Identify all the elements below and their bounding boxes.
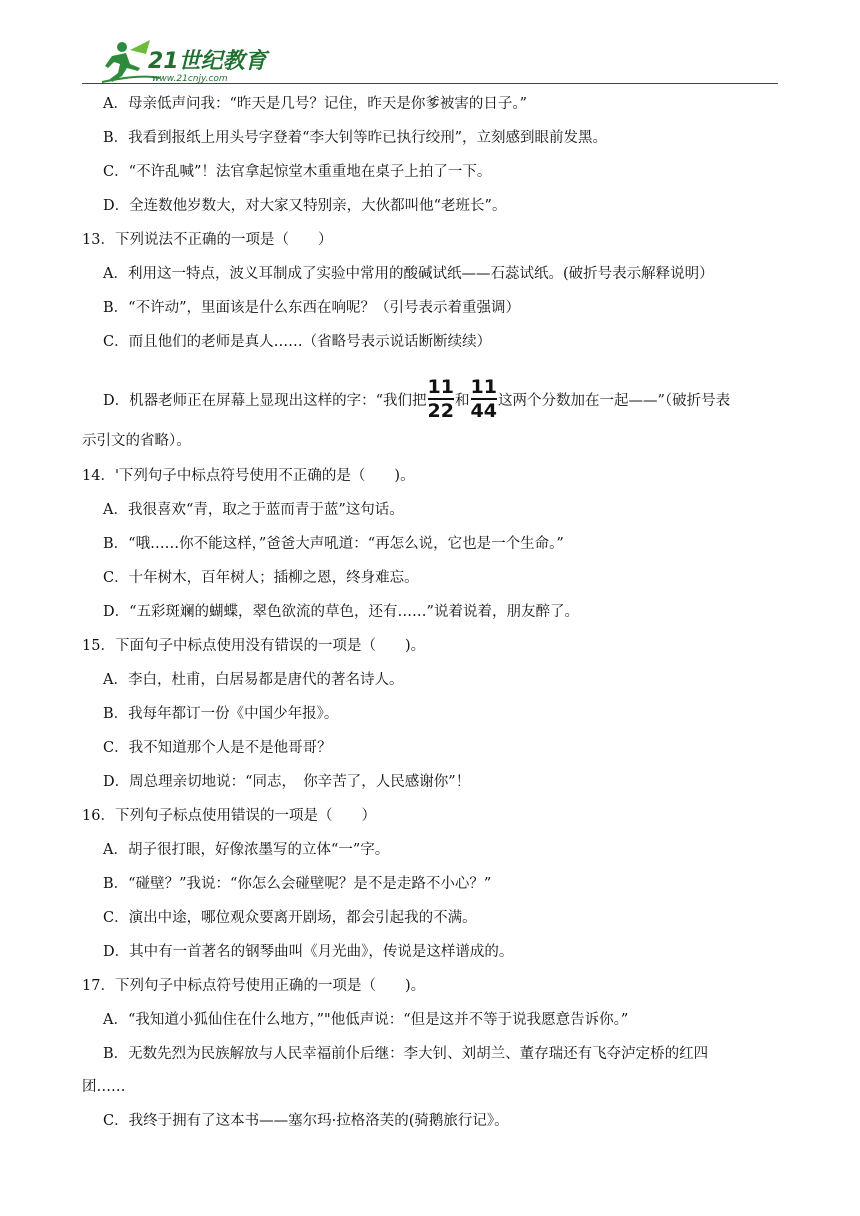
q12-option-b: B．我看到报纸上用头号字登着“李大钊等昨已执行绞刑”，立刻感到眼前发黑。 [103,130,607,146]
page-header [0,0,860,90]
header-rule [82,83,778,84]
q13-option-d-text-1: D．机器老师正在屏幕上显现出这样的字：“我们把 [103,393,427,409]
fraction-numerator: 11 [427,376,454,398]
q17-option-b-continued: 团…… [82,1079,126,1095]
q13-stem: 13．下列说法不正确的一项是（ ） [82,232,333,248]
q12-option-d: D．全连数他岁数大，对大家又特别亲，大伙都叫他“老班长”。 [103,198,507,214]
fraction-11-44 [471,377,497,421]
fraction-numerator: 11 [470,376,497,398]
q15-option-a: A．李白，杜甫，白居易都是唐代的著名诗人。 [103,672,404,688]
q13-option-c: C．而且他们的老师是真人……（省略号表示说话断断续续） [103,334,492,350]
q15-option-b: B．我每年都订一份《中国少年报》。 [103,706,339,722]
fraction-denominator: 44 [470,400,497,422]
q15-stem: 15．下面句子中标点使用没有错误的一项是（ )。 [82,638,426,654]
q17-option-c: C．我终于拥有了这本书——塞尔玛·拉格洛芙的(骑鹅旅行记》。 [103,1113,509,1129]
logo-url: www.21cnjy.com [152,74,228,84]
q16-option-b: B．“碰壁？”我说：“你怎么会碰壁呢？是不是走路不小心？” [103,876,492,892]
q14-option-b: B．“哦……你不能这样，”爸爸大声吼道：“再怎么说，它也是一个生命。” [103,536,564,552]
q16-option-a: A．胡子很打眼，好像浓墨写的立体“一”字。 [103,842,390,858]
logo-text: 21世纪教育 [148,49,267,74]
q17-option-b: B．无数先烈为民族解放与人民幸福前仆后继：李大钊、刘胡兰、董存瑞还有飞夺泸定桥的红四 [103,1046,709,1062]
q16-option-c: C．演出中途，哪位观众要离开剧场，都会引起我的不满。 [103,910,477,926]
q13-option-b: B．“不许动”，里面该是什么东西在响呢？（引号表示着重强调） [103,300,520,316]
q12-option-a: A．母亲低声问我：“昨天是几号？记住，昨天是你爹被害的日子。” [103,96,528,112]
q14-stem: 14．'下列句子中标点符号使用不正确的是（ )。 [82,468,415,484]
q16-option-d: D．其中有一首著名的钢琴曲叫《月光曲》，传说是这样谱成的。 [103,944,514,960]
q13-option-a: A．利用这一特点，波义耳制成了实验中常用的酸碱试纸——石蕊试纸。(破折号表示解释说明） [103,266,714,282]
q13-option-d [103,376,731,423]
logo-21cnjy [100,38,275,84]
q17-option-a: A．“我知道小狐仙住在什么地方，”"他低声说：“但是这并不等于说我愿意告诉你。” [103,1012,629,1028]
q14-option-c: C．十年树木，百年树人；插柳之恩，终身难忘。 [103,570,419,586]
q15-option-c: C．我不知道那个人是不是他哥哥？ [103,740,332,756]
q12-option-c: C．“不许乱喊”！法官拿起惊堂木重重地在桌子上拍了一下。 [103,164,492,180]
fraction-11-22 [428,377,454,421]
q13-option-d-continued: 示引文的省略）。 [82,433,191,449]
q15-option-d: D．周总理亲切地说：“同志， 你辛苦了，人民感谢你”！ [103,774,471,790]
q13-option-d-text-2: 这两个分数加在一起——”（破折号表 [497,393,731,409]
q14-option-d: D．“五彩斑斓的蝴蝶，翠色欲流的草色，还有……”说着说着，朋友醉了。 [103,604,579,620]
q14-option-a: A．我很喜欢“青，取之于蓝而青于蓝”这句话。 [103,502,404,518]
q17-stem: 17．下列句子中标点符号使用正确的一项是（ )。 [82,978,426,994]
q16-stem: 16．下列句子标点使用错误的一项是（ ） [82,808,376,824]
q13-option-d-and: 和 [455,393,470,409]
fraction-denominator: 22 [427,400,454,422]
